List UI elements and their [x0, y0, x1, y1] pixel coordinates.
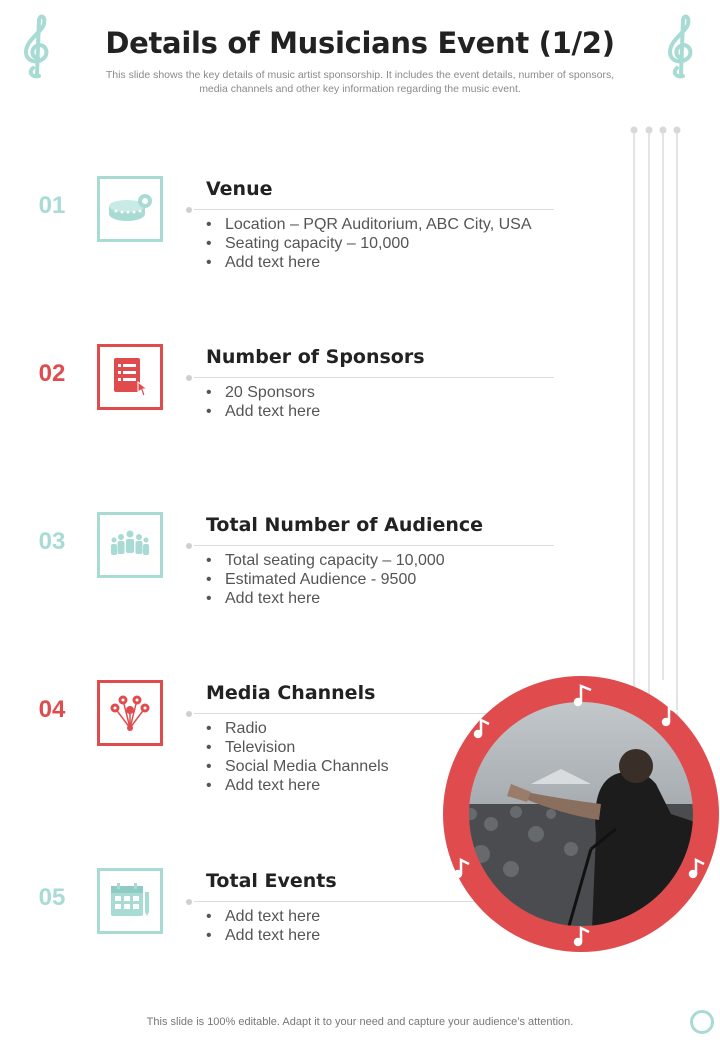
item-number: 02 [38, 360, 66, 387]
list-item: • Radio [206, 719, 389, 738]
connector-dot [186, 899, 192, 905]
divider [194, 545, 554, 546]
item-number: 03 [38, 528, 66, 555]
subtitle-line: media channels and other key information regarding the music event. [199, 83, 521, 95]
bullet-list [206, 907, 320, 945]
list-item: • Estimated Audience - 9500 [206, 570, 445, 589]
page-title: Details of Musicians Event (1/2) [105, 26, 615, 60]
list-item: • Total seating capacity – 10,000 [206, 551, 445, 570]
list-item: • Add text here [206, 253, 532, 272]
bullet-list [206, 383, 320, 421]
list-item: • Seating capacity – 10,000 [206, 234, 532, 253]
item-number: 01 [38, 192, 66, 219]
sponsor-list-icon [97, 344, 163, 410]
detail-item-sponsors [0, 344, 720, 464]
bullet-list [206, 215, 532, 272]
item-number: 04 [38, 696, 66, 723]
media-network-icon [97, 680, 163, 746]
item-title: Number of Sponsors [206, 346, 425, 368]
list-item: • 20 Sponsors [206, 383, 320, 402]
calendar-icon [97, 868, 163, 934]
page-subtitle [60, 68, 660, 96]
connector-dot [186, 543, 192, 549]
venue-ticket-icon [97, 176, 163, 242]
subtitle-line: This slide shows the key details of music artist sponsorship. It includes the event details, number of sponsors, [105, 69, 615, 81]
list-item: • Add text here [206, 776, 389, 795]
list-item: • Location – PQR Auditorium, ABC City, USA [206, 215, 532, 234]
list-item: • Television [206, 738, 389, 757]
concert-photo [441, 674, 720, 954]
divider [194, 377, 554, 378]
list-item: • Add text here [206, 907, 320, 926]
audience-group-icon [97, 512, 163, 578]
divider [194, 209, 554, 210]
item-number: 05 [38, 884, 66, 911]
bullet-list [206, 551, 445, 608]
list-item: • Add text here [206, 926, 320, 945]
corner-ring-decoration [690, 1010, 714, 1034]
item-title: Total Number of Audience [206, 514, 484, 536]
footer-note: This slide is 100% editable. Adapt it to your need and capture your audience’s attention. [146, 1016, 574, 1028]
bullet-list [206, 719, 389, 795]
connector-dot [186, 711, 192, 717]
item-title: Total Events [206, 870, 337, 892]
item-title: Media Channels [206, 682, 376, 704]
connector-dot [186, 207, 192, 213]
connector-dot [186, 375, 192, 381]
detail-item-venue [0, 176, 720, 296]
item-title: Venue [206, 178, 273, 200]
list-item: • Social Media Channels [206, 757, 389, 776]
detail-item-audience [0, 512, 720, 632]
list-item: • Add text here [206, 589, 445, 608]
list-item: • Add text here [206, 402, 320, 421]
